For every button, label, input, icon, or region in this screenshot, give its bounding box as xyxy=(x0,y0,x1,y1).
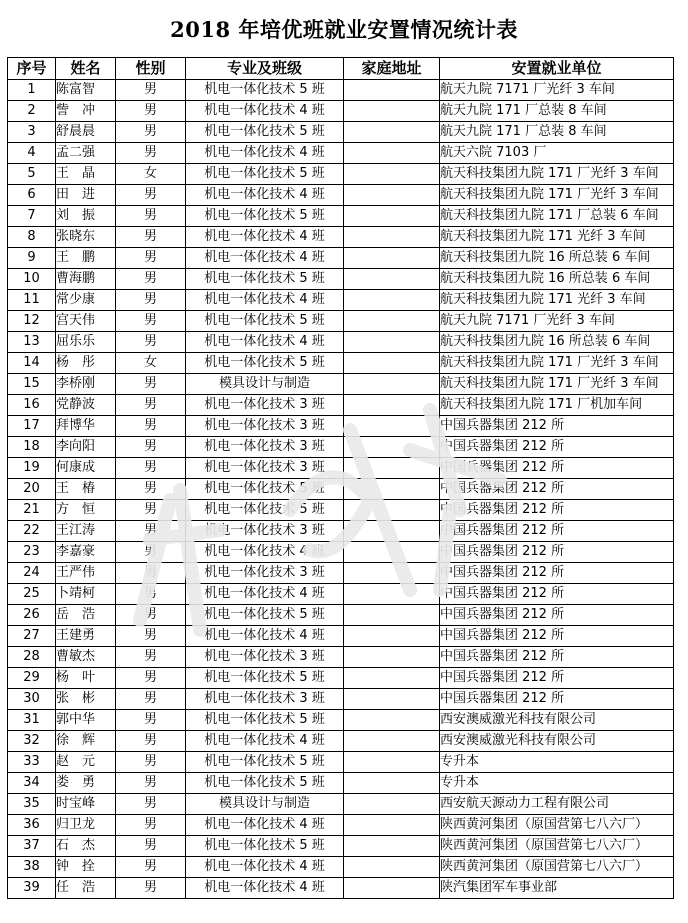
cell-name: 曹海鹏 xyxy=(56,269,116,290)
table-row xyxy=(8,542,674,563)
cell-index: 34 xyxy=(8,773,56,794)
header-unit: 安置就业单位 xyxy=(440,58,674,80)
cell-sex: 男 xyxy=(116,710,186,731)
cell-name: 屈乐乐 xyxy=(56,332,116,353)
cell-index: 32 xyxy=(8,731,56,752)
cell-major: 机电一体化技术 3 班 xyxy=(186,437,344,458)
cell-unit: 航天九院 7171 厂光纤 3 车间 xyxy=(440,311,674,332)
cell-index: 33 xyxy=(8,752,56,773)
table-row xyxy=(8,626,674,647)
table-row xyxy=(8,857,674,878)
cell-name: 方 恒 xyxy=(56,500,116,521)
header-major: 专业及班级 xyxy=(186,58,344,80)
cell-name: 王 鹏 xyxy=(56,248,116,269)
cell-address xyxy=(344,206,440,227)
cell-address xyxy=(344,584,440,605)
cell-major: 机电一体化技术 5 班 xyxy=(186,710,344,731)
cell-index: 27 xyxy=(8,626,56,647)
cell-sex: 男 xyxy=(116,290,186,311)
cell-address xyxy=(344,542,440,563)
cell-sex: 男 xyxy=(116,815,186,836)
cell-unit: 中国兵器集团 212 所 xyxy=(440,416,674,437)
cell-index: 31 xyxy=(8,710,56,731)
cell-unit: 陕西黄河集团（原国营第七八六厂） xyxy=(440,815,674,836)
cell-name: 李桥刚 xyxy=(56,374,116,395)
cell-sex: 男 xyxy=(116,878,186,899)
cell-index: 35 xyxy=(8,794,56,815)
cell-address xyxy=(344,269,440,290)
cell-unit: 中国兵器集团 212 所 xyxy=(440,500,674,521)
cell-unit: 航天科技集团九院 171 厂光纤 3 车间 xyxy=(440,164,674,185)
cell-address xyxy=(344,521,440,542)
table-row xyxy=(8,164,674,185)
cell-sex: 男 xyxy=(116,752,186,773)
cell-sex: 男 xyxy=(116,227,186,248)
table-row xyxy=(8,185,674,206)
cell-unit: 中国兵器集团 212 所 xyxy=(440,584,674,605)
cell-index: 38 xyxy=(8,857,56,878)
cell-unit: 航天科技集团九院 171 光纤 3 车间 xyxy=(440,290,674,311)
cell-address xyxy=(344,185,440,206)
cell-major: 机电一体化技术 4 班 xyxy=(186,542,344,563)
cell-index: 39 xyxy=(8,878,56,899)
table-row xyxy=(8,437,674,458)
cell-unit: 中国兵器集团 212 所 xyxy=(440,689,674,710)
cell-address xyxy=(344,878,440,899)
cell-address xyxy=(344,437,440,458)
cell-index: 20 xyxy=(8,479,56,500)
cell-index: 14 xyxy=(8,353,56,374)
cell-major: 机电一体化技术 4 班 xyxy=(186,248,344,269)
cell-unit: 航天科技集团九院 171 厂光纤 3 车间 xyxy=(440,374,674,395)
table-row xyxy=(8,248,674,269)
cell-major: 机电一体化技术 4 班 xyxy=(186,332,344,353)
cell-name: 石 杰 xyxy=(56,836,116,857)
cell-name: 郭中华 xyxy=(56,710,116,731)
cell-index: 19 xyxy=(8,458,56,479)
header-index: 序号 xyxy=(8,58,56,80)
cell-sex: 男 xyxy=(116,689,186,710)
table-row xyxy=(8,101,674,122)
cell-sex: 男 xyxy=(116,479,186,500)
table-row xyxy=(8,206,674,227)
cell-major: 机电一体化技术 3 班 xyxy=(186,416,344,437)
cell-unit: 航天科技集团九院 16 所总装 6 车间 xyxy=(440,269,674,290)
cell-index: 23 xyxy=(8,542,56,563)
cell-name: 訾 冲 xyxy=(56,101,116,122)
cell-sex: 男 xyxy=(116,773,186,794)
cell-name: 岳 浩 xyxy=(56,605,116,626)
cell-name: 舒晨晨 xyxy=(56,122,116,143)
table-row xyxy=(8,395,674,416)
table-row xyxy=(8,353,674,374)
cell-major: 机电一体化技术 5 班 xyxy=(186,122,344,143)
cell-sex: 男 xyxy=(116,122,186,143)
cell-name: 宫天伟 xyxy=(56,311,116,332)
cell-unit: 中国兵器集团 212 所 xyxy=(440,542,674,563)
cell-address xyxy=(344,668,440,689)
cell-major: 机电一体化技术 5 班 xyxy=(186,836,344,857)
cell-name: 王 晶 xyxy=(56,164,116,185)
cell-unit: 西安澳威激光科技有限公司 xyxy=(440,710,674,731)
cell-index: 36 xyxy=(8,815,56,836)
cell-sex: 男 xyxy=(116,563,186,584)
cell-major: 机电一体化技术 4 班 xyxy=(186,815,344,836)
cell-unit: 航天科技集团九院 16 所总装 6 车间 xyxy=(440,332,674,353)
cell-sex: 男 xyxy=(116,437,186,458)
cell-unit: 中国兵器集团 212 所 xyxy=(440,668,674,689)
table-row xyxy=(8,143,674,164)
cell-index: 3 xyxy=(8,122,56,143)
cell-address xyxy=(344,500,440,521)
cell-major: 机电一体化技术 5 班 xyxy=(186,668,344,689)
cell-sex: 男 xyxy=(116,311,186,332)
cell-address xyxy=(344,122,440,143)
cell-sex: 男 xyxy=(116,500,186,521)
cell-name: 时宝峰 xyxy=(56,794,116,815)
cell-major: 机电一体化技术 3 班 xyxy=(186,521,344,542)
cell-address xyxy=(344,479,440,500)
table-row xyxy=(8,731,674,752)
table-row xyxy=(8,227,674,248)
cell-unit: 专升本 xyxy=(440,773,674,794)
cell-major: 机电一体化技术 3 班 xyxy=(186,563,344,584)
cell-major: 机电一体化技术 5 班 xyxy=(186,479,344,500)
cell-address xyxy=(344,311,440,332)
cell-index: 2 xyxy=(8,101,56,122)
cell-name: 陈富智 xyxy=(56,80,116,101)
table-row xyxy=(8,311,674,332)
cell-sex: 男 xyxy=(116,458,186,479)
cell-sex: 男 xyxy=(116,143,186,164)
cell-name: 李嘉豪 xyxy=(56,542,116,563)
cell-index: 4 xyxy=(8,143,56,164)
table-row xyxy=(8,500,674,521)
cell-address xyxy=(344,731,440,752)
table-row xyxy=(8,332,674,353)
cell-address xyxy=(344,164,440,185)
cell-index: 17 xyxy=(8,416,56,437)
cell-unit: 航天科技集团九院 171 厂总装 6 车间 xyxy=(440,206,674,227)
cell-major: 机电一体化技术 3 班 xyxy=(186,647,344,668)
cell-name: 任 浩 xyxy=(56,878,116,899)
cell-sex: 男 xyxy=(116,374,186,395)
cell-unit: 陕西黄河集团（原国营第七八六厂） xyxy=(440,836,674,857)
cell-address xyxy=(344,101,440,122)
cell-major: 机电一体化技术 4 班 xyxy=(186,290,344,311)
cell-address xyxy=(344,416,440,437)
cell-name: 常少康 xyxy=(56,290,116,311)
cell-sex: 女 xyxy=(116,164,186,185)
cell-address xyxy=(344,605,440,626)
table-row xyxy=(8,647,674,668)
cell-major: 模具设计与制造 xyxy=(186,794,344,815)
cell-sex: 男 xyxy=(116,605,186,626)
cell-index: 11 xyxy=(8,290,56,311)
cell-major: 机电一体化技术 4 班 xyxy=(186,878,344,899)
table-row xyxy=(8,815,674,836)
cell-sex: 男 xyxy=(116,101,186,122)
cell-unit: 西安航天源动力工程有限公司 xyxy=(440,794,674,815)
cell-major: 模具设计与制造 xyxy=(186,374,344,395)
table-row xyxy=(8,710,674,731)
cell-address xyxy=(344,458,440,479)
cell-major: 机电一体化技术 5 班 xyxy=(186,752,344,773)
cell-address xyxy=(344,290,440,311)
cell-unit: 中国兵器集团 212 所 xyxy=(440,521,674,542)
cell-unit: 航天九院 171 厂总装 8 车间 xyxy=(440,122,674,143)
cell-index: 29 xyxy=(8,668,56,689)
cell-sex: 男 xyxy=(116,584,186,605)
cell-name: 王严伟 xyxy=(56,563,116,584)
cell-index: 30 xyxy=(8,689,56,710)
cell-name: 赵 元 xyxy=(56,752,116,773)
table-row xyxy=(8,563,674,584)
table-row xyxy=(8,878,674,899)
cell-index: 22 xyxy=(8,521,56,542)
cell-name: 卜靖柯 xyxy=(56,584,116,605)
cell-major: 机电一体化技术 5 班 xyxy=(186,269,344,290)
cell-sex: 男 xyxy=(116,206,186,227)
cell-unit: 航天科技集团九院 171 厂机加车间 xyxy=(440,395,674,416)
cell-sex: 男 xyxy=(116,836,186,857)
cell-index: 8 xyxy=(8,227,56,248)
cell-unit: 中国兵器集团 212 所 xyxy=(440,626,674,647)
document-title: 2018 年培优班就业安置情况统计表 xyxy=(170,17,518,42)
cell-index: 25 xyxy=(8,584,56,605)
table-row xyxy=(8,416,674,437)
cell-name: 王 椿 xyxy=(56,479,116,500)
cell-index: 15 xyxy=(8,374,56,395)
cell-address xyxy=(344,815,440,836)
cell-major: 机电一体化技术 4 班 xyxy=(186,857,344,878)
cell-major: 机电一体化技术 4 班 xyxy=(186,101,344,122)
cell-major: 机电一体化技术 4 班 xyxy=(186,584,344,605)
cell-index: 6 xyxy=(8,185,56,206)
cell-address xyxy=(344,647,440,668)
cell-address xyxy=(344,374,440,395)
cell-name: 曹敏杰 xyxy=(56,647,116,668)
cell-major: 机电一体化技术 4 班 xyxy=(186,731,344,752)
table-row xyxy=(8,836,674,857)
cell-sex: 男 xyxy=(116,857,186,878)
cell-address xyxy=(344,395,440,416)
header-name: 姓名 xyxy=(56,58,116,80)
cell-sex: 女 xyxy=(116,353,186,374)
cell-address xyxy=(344,857,440,878)
cell-name: 王江涛 xyxy=(56,521,116,542)
cell-address xyxy=(344,794,440,815)
cell-major: 机电一体化技术 4 班 xyxy=(186,626,344,647)
cell-index: 24 xyxy=(8,563,56,584)
cell-sex: 男 xyxy=(116,269,186,290)
cell-unit: 中国兵器集团 212 所 xyxy=(440,437,674,458)
cell-unit: 航天九院 171 厂总装 8 车间 xyxy=(440,101,674,122)
cell-sex: 男 xyxy=(116,731,186,752)
table-row xyxy=(8,752,674,773)
cell-name: 李向阳 xyxy=(56,437,116,458)
cell-unit: 航天九院 7171 厂光纤 3 车间 xyxy=(440,80,674,101)
cell-sex: 男 xyxy=(116,395,186,416)
cell-major: 机电一体化技术 5 班 xyxy=(186,206,344,227)
cell-unit: 中国兵器集团 212 所 xyxy=(440,479,674,500)
cell-index: 21 xyxy=(8,500,56,521)
cell-index: 16 xyxy=(8,395,56,416)
cell-name: 杨 叶 xyxy=(56,668,116,689)
cell-name: 钟 拴 xyxy=(56,857,116,878)
cell-name: 刘 振 xyxy=(56,206,116,227)
cell-address xyxy=(344,689,440,710)
table-row xyxy=(8,122,674,143)
cell-unit: 中国兵器集团 212 所 xyxy=(440,647,674,668)
cell-address xyxy=(344,143,440,164)
cell-address xyxy=(344,626,440,647)
cell-unit: 航天科技集团九院 171 厂光纤 3 车间 xyxy=(440,353,674,374)
cell-address xyxy=(344,80,440,101)
cell-address xyxy=(344,227,440,248)
cell-sex: 男 xyxy=(116,794,186,815)
cell-address xyxy=(344,752,440,773)
cell-major: 机电一体化技术 5 班 xyxy=(186,311,344,332)
cell-index: 9 xyxy=(8,248,56,269)
table-row xyxy=(8,668,674,689)
cell-major: 机电一体化技术 5 班 xyxy=(186,773,344,794)
cell-major: 机电一体化技术 4 班 xyxy=(186,185,344,206)
cell-address xyxy=(344,563,440,584)
cell-name: 何康成 xyxy=(56,458,116,479)
cell-name: 张晓东 xyxy=(56,227,116,248)
table-body xyxy=(8,80,674,899)
cell-address xyxy=(344,353,440,374)
cell-major: 机电一体化技术 5 班 xyxy=(186,353,344,374)
cell-index: 1 xyxy=(8,80,56,101)
cell-unit: 航天科技集团九院 16 所总装 6 车间 xyxy=(440,248,674,269)
table-row xyxy=(8,290,674,311)
cell-name: 党静波 xyxy=(56,395,116,416)
table-row xyxy=(8,80,674,101)
cell-index: 10 xyxy=(8,269,56,290)
table-row xyxy=(8,479,674,500)
cell-major: 机电一体化技术 3 班 xyxy=(186,458,344,479)
cell-unit: 专升本 xyxy=(440,752,674,773)
cell-unit: 西安澳威激光科技有限公司 xyxy=(440,731,674,752)
cell-index: 5 xyxy=(8,164,56,185)
cell-name: 王建勇 xyxy=(56,626,116,647)
cell-address xyxy=(344,773,440,794)
cell-unit: 航天科技集团九院 171 厂光纤 3 车间 xyxy=(440,185,674,206)
cell-major: 机电一体化技术 3 班 xyxy=(186,395,344,416)
cell-name: 娄 勇 xyxy=(56,773,116,794)
cell-sex: 男 xyxy=(116,542,186,563)
cell-index: 37 xyxy=(8,836,56,857)
cell-name: 田 进 xyxy=(56,185,116,206)
cell-name: 孟二强 xyxy=(56,143,116,164)
cell-sex: 男 xyxy=(116,185,186,206)
employment-table xyxy=(7,57,674,899)
cell-sex: 男 xyxy=(116,647,186,668)
cell-sex: 男 xyxy=(116,80,186,101)
cell-address xyxy=(344,710,440,731)
header-sex: 性别 xyxy=(116,58,186,80)
cell-unit: 航天六院 7103 厂 xyxy=(440,143,674,164)
cell-major: 机电一体化技术 5 班 xyxy=(186,164,344,185)
cell-name: 徐 辉 xyxy=(56,731,116,752)
cell-index: 7 xyxy=(8,206,56,227)
cell-index: 18 xyxy=(8,437,56,458)
cell-index: 26 xyxy=(8,605,56,626)
cell-major: 机电一体化技术 4 班 xyxy=(186,227,344,248)
cell-index: 12 xyxy=(8,311,56,332)
cell-index: 13 xyxy=(8,332,56,353)
cell-unit: 中国兵器集团 212 所 xyxy=(440,563,674,584)
cell-address xyxy=(344,836,440,857)
table-row xyxy=(8,689,674,710)
table-row xyxy=(8,605,674,626)
cell-address xyxy=(344,248,440,269)
cell-name: 张 彬 xyxy=(56,689,116,710)
cell-major: 机电一体化技术 5 班 xyxy=(186,500,344,521)
cell-unit: 中国兵器集团 212 所 xyxy=(440,458,674,479)
cell-name: 杨 彤 xyxy=(56,353,116,374)
table-row xyxy=(8,584,674,605)
cell-name: 拜博华 xyxy=(56,416,116,437)
cell-sex: 男 xyxy=(116,668,186,689)
cell-major: 机电一体化技术 3 班 xyxy=(186,689,344,710)
cell-address xyxy=(344,332,440,353)
cell-sex: 男 xyxy=(116,248,186,269)
cell-sex: 男 xyxy=(116,521,186,542)
cell-unit: 中国兵器集团 212 所 xyxy=(440,605,674,626)
cell-unit: 陕汽集团军车事业部 xyxy=(440,878,674,899)
cell-sex: 男 xyxy=(116,416,186,437)
cell-index: 28 xyxy=(8,647,56,668)
header-address: 家庭地址 xyxy=(344,58,440,80)
cell-sex: 男 xyxy=(116,626,186,647)
table-row xyxy=(8,773,674,794)
table-row xyxy=(8,458,674,479)
cell-unit: 航天科技集团九院 171 光纤 3 车间 xyxy=(440,227,674,248)
cell-major: 机电一体化技术 5 班 xyxy=(186,605,344,626)
table-header-row xyxy=(8,58,674,80)
cell-unit: 陕西黄河集团（原国营第七八六厂） xyxy=(440,857,674,878)
cell-sex: 男 xyxy=(116,332,186,353)
cell-major: 机电一体化技术 4 班 xyxy=(186,143,344,164)
cell-major: 机电一体化技术 5 班 xyxy=(186,80,344,101)
table-row xyxy=(8,794,674,815)
table-row xyxy=(8,374,674,395)
table-row xyxy=(8,521,674,542)
table-row xyxy=(8,269,674,290)
cell-name: 归卫龙 xyxy=(56,815,116,836)
